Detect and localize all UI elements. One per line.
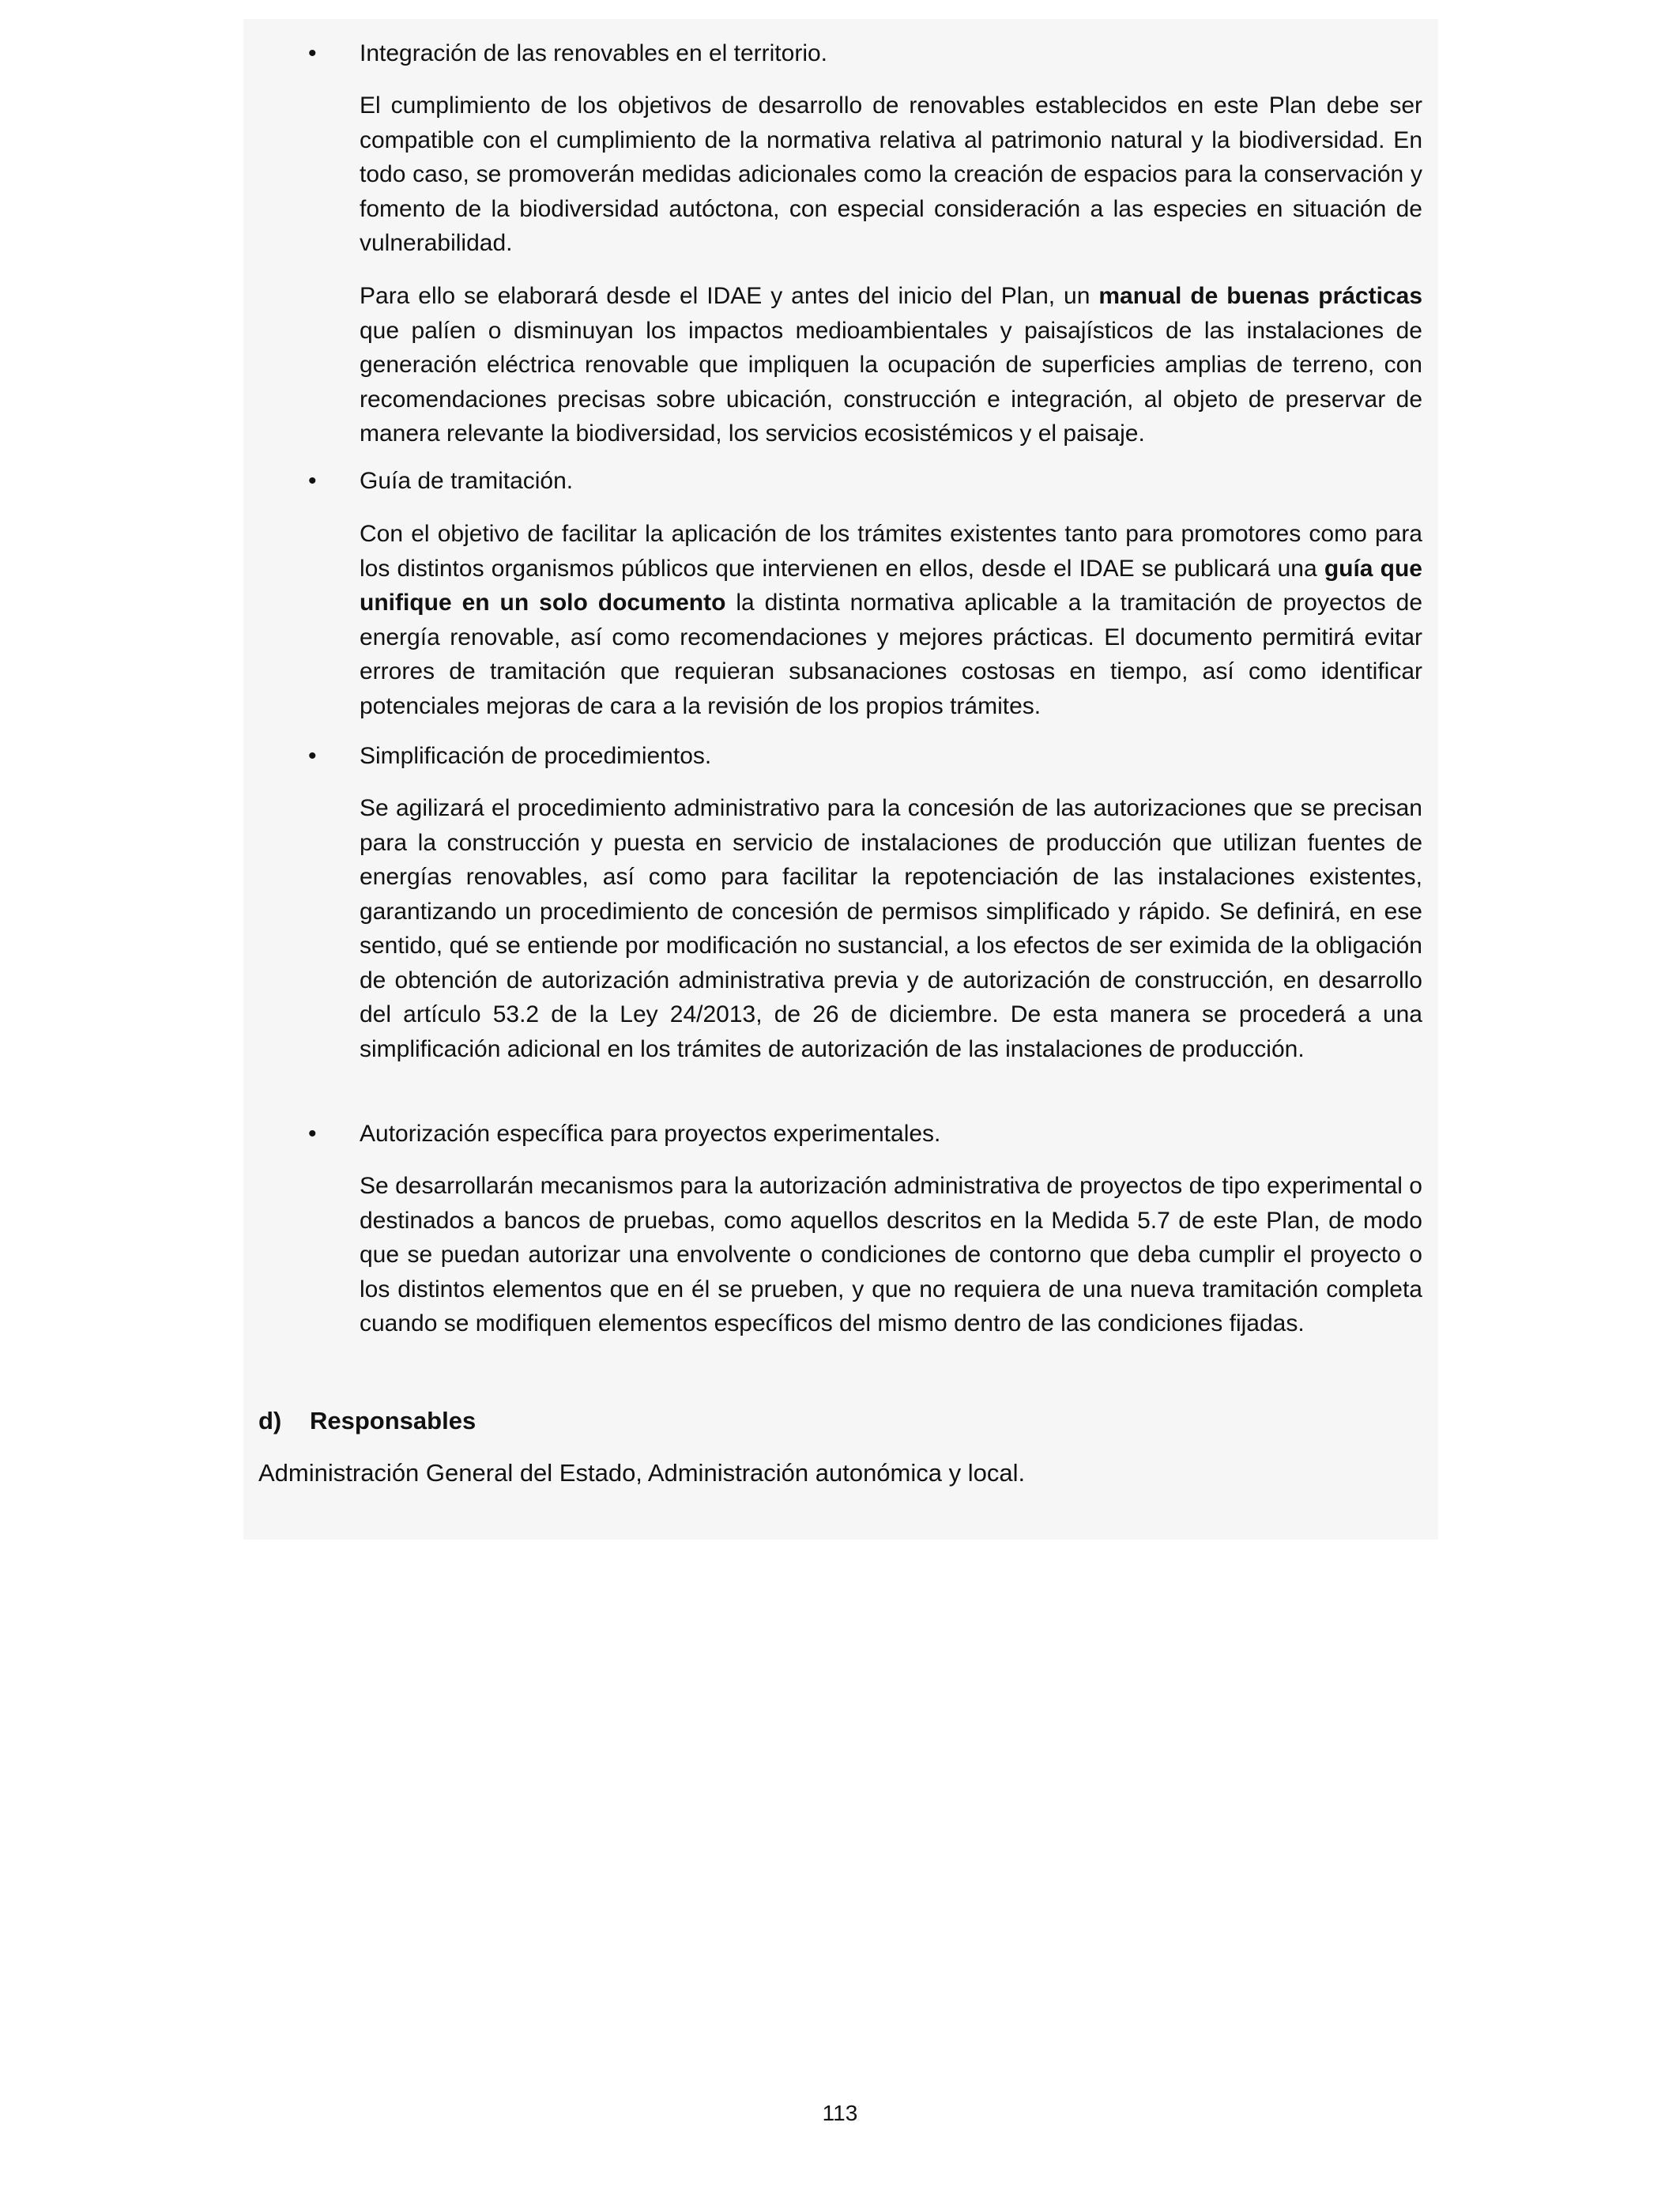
- section-letter: d): [258, 1407, 282, 1434]
- bullet-title-text: Simplificación de procedimientos.: [360, 743, 712, 769]
- paragraph-simplificacion-1: [360, 791, 1422, 1066]
- paragraph-text: Con el objetivo de facilitar la aplicación de los trámites existentes tanto para promotores como para los distintos organismos públicos que intervienen en ellos, desde el IDAE se publicará una: [360, 521, 1422, 582]
- section-heading: [258, 1404, 476, 1438]
- section-heading-text: Responsables: [310, 1407, 477, 1434]
- paragraph-text: El cumplimiento de los objetivos de desarrollo de renovables establecidos en este Plan debe ser compatible con el cumplimiento de la normativa relativa al patrimonio natural y la biodiversidad. En todo caso, se promoverán medidas adicionales como la creación de espacios para la conservación y fomento de la biodiversidad autóctona, con especial consideración a las especies en situación de vulnerabilidad.: [360, 92, 1422, 256]
- bullet-dot-icon: •: [308, 40, 317, 66]
- bullet-dot-icon: •: [308, 468, 317, 494]
- bullet-dot-icon: •: [308, 1121, 317, 1147]
- document-content: [243, 19, 1438, 1540]
- paragraph-text: Se desarrollarán mecanismos para la autorización administrativa de proyectos de tipo experimental o destinados a bancos de pruebas, como aquellos descritos en la Medida 5.7 de este Plan, de modo que se puedan autorizar una envolvente o condiciones de contorno que deba cumplir el proyecto o los distintos elementos que en él se prueben, y que no requiera de una nueva tramitación completa cuando se modifiquen elementos específicos del mismo dentro de las condiciones fijadas.: [360, 1173, 1422, 1336]
- paragraph-text: que palíen o disminuyan los impactos medioambientales y paisajísticos de las instalaciones de generación eléctrica renovable que impliquen la ocupación de superficies amplias de terreno, con recomendaciones precisas sobre ubicación, construcción e integración, al objeto de preservar de manera relevante la biodiversidad, los servicios ecosistémicos y el paisaje.: [360, 317, 1422, 447]
- section-body: Administración General del Estado, Administración autonómica y local.: [258, 1459, 1026, 1487]
- paragraph: [360, 517, 1422, 723]
- bullet-item-integracion: [308, 36, 1422, 71]
- paragraph-bold-text: manual de buenas prácticas: [1098, 283, 1422, 309]
- paragraph-text: la distinta normativa aplicable a la tramitación de proyectos de energía renovable, así como recomendaciones y mejores prácticas. El documento permitirá evitar errores de tramitación que requieran subsanaciones costosas en tiempo, así como identificar potenciales mejoras de cara a la revisión de los propios trámites.: [360, 590, 1422, 719]
- bullet-item-autorizacion: [308, 1117, 1422, 1152]
- bullet-title-text: Guía de tramitación.: [360, 468, 574, 494]
- paragraph: [360, 279, 1422, 451]
- bullet-item-guia: [308, 464, 1422, 499]
- bullet-item-title: [308, 36, 1422, 71]
- paragraph-integracion-1: [360, 89, 1422, 261]
- paragraph-integracion-2: [360, 279, 1422, 451]
- bullet-item-title: [308, 739, 1422, 774]
- page-number: 113: [822, 2101, 858, 2125]
- bullet-item-simplificacion: [308, 739, 1422, 774]
- bullet-item-title: [308, 1117, 1422, 1152]
- paragraph: [360, 791, 1422, 1066]
- paragraph-text: Se agilizará el procedimiento administrativo para la concesión de las autorizaciones que se precisan para la construcción y puesta en servicio de instalaciones de producción que utilizan fuentes de energías renovables, así como para facilitar la repotenciación de las instalaciones existentes, garantizando un procedimiento de concesión de permisos simplificado y rápido. Se definirá, en ese sentido, qué se entiende por modificación no sustancial, a los efectos de ser eximida de la obligación de obtención de autorización administrativa previa y de autorización de construcción, en desarrollo del artículo 53.2 de la Ley 24/2013, de 26 de diciembre. De esta manera se procederá a una simplificación adicional en los trámites de autorización de las instalaciones de producción.: [360, 795, 1422, 1062]
- bullet-title-text: Autorización específica para proyectos experimentales.: [360, 1121, 941, 1147]
- bullet-title-text: Integración de las renovables en el territorio.: [360, 40, 828, 66]
- bullet-dot-icon: •: [308, 743, 317, 769]
- paragraph-guia-1: [360, 517, 1422, 723]
- paragraph: [360, 89, 1422, 261]
- paragraph: [360, 1169, 1422, 1341]
- paragraph-bold-text: guía que unifique en un solo documento: [360, 555, 1422, 616]
- paragraph-text: Para ello se elaborará desde el IDAE y antes del inicio del Plan, un: [360, 283, 1099, 309]
- content-panel: [243, 19, 1438, 1540]
- paragraph-autorizacion-1: [360, 1169, 1422, 1341]
- bullet-item-title: [308, 464, 1422, 499]
